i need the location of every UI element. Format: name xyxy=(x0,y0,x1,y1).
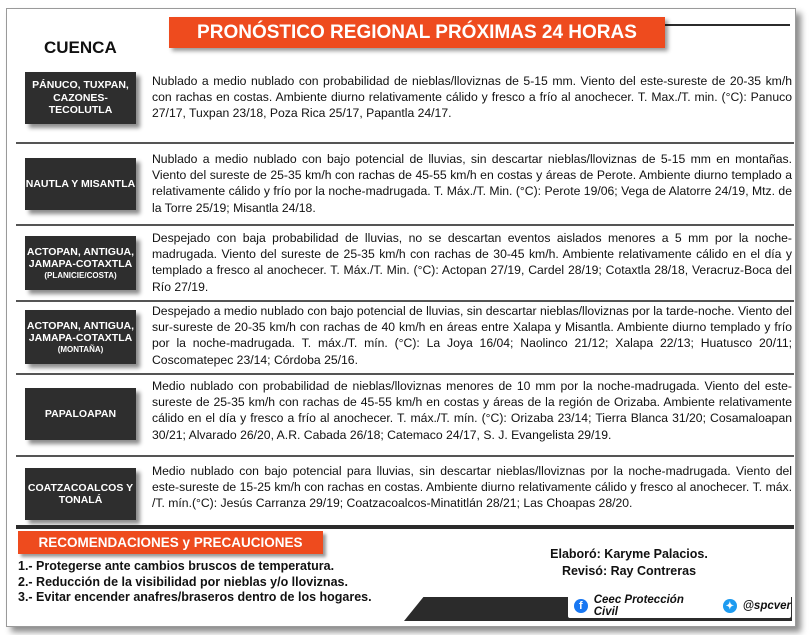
region-label-actopan-planicie xyxy=(25,236,136,290)
page-title: PRONÓSTICO REGIONAL PRÓXIMAS 24 HORAS xyxy=(169,17,665,48)
divider xyxy=(16,300,794,302)
reviewed-by: Revisó: Ray Contreras xyxy=(561,564,697,578)
region-subname: (PLANICIE/COSTA) xyxy=(44,270,117,280)
facebook-handle[interactable]: Ceec Protección Civil xyxy=(593,594,684,618)
region-label-panuco xyxy=(25,72,136,124)
region-label-actopan-montana xyxy=(25,310,136,364)
recommendations-list xyxy=(18,559,372,606)
recommendation-item: 1.- Protegerse ante cambios bruscos de temperatura. xyxy=(18,559,335,573)
facebook-icon[interactable]: f xyxy=(574,599,588,613)
region-name: PAPALOAPAN xyxy=(44,407,117,420)
region-label-nautla xyxy=(25,158,136,210)
footer-divider xyxy=(16,525,794,529)
social-links xyxy=(568,594,791,618)
region-label-coatzacoalcos xyxy=(25,468,136,520)
region-forecast-nautla: Nublado a medio nublado con bajo potencial de lluvias, sin descartar nieblas/lloviznas de 5-15 mm en montañas. Viento del sureste de 25-35 km/h con rachas de 45-55 km/h en costas y áreas de Perote. Ambiente diurno templado a relativamente cálido y frío por la noche-madrugada. T. Máx./T. Min. (°C): Perote 19/06; Vega de Alatorre 24/19, Mtz. de la Torre 25/19; Misantla 24/18. xyxy=(152,152,792,215)
region-name: ACTOPAN, ANTIGUA, JAMAPA-COTAXTLA xyxy=(26,319,135,344)
region-forecast-actopan-montana: Despejado a medio nublado con bajo potencial de lluvias, sin descartar nieblas/lloviznas por la tarde-noche. Viento del sur-sureste de 20-35 km/h con rachas de 40 km/h en áreas entre Xalapa y Misantla. Ambiente diurno templado y frío por la noche-madrugada. T. máx./T. mín. (°C): La Joya 16/04; Naolinco 21/12; Xalapa 22/13; Huatusco 20/11; Coscomatepec 23/14; Córdoba 25/16. xyxy=(152,304,792,367)
credits xyxy=(514,546,744,580)
recommendations-title: RECOMENDACIONES y PRECAUCIONES xyxy=(18,531,323,554)
title-underline xyxy=(660,24,790,26)
recommendation-item: 2.- Reducción de la visibilidad por nieblas y/o lloviznas. xyxy=(18,574,348,589)
twitter-icon[interactable]: ✦ xyxy=(723,599,737,613)
section-heading: CUENCA xyxy=(44,38,117,57)
region-forecast-actopan-planicie: Despejado con baja probabilidad de lluvias, no se descartan eventos aislados menores a 5 mm por la noche-madrugada. Viento del sureste de 25-35 km/h con rachas de 30-45 km/h. Ambiente relativamente cálido en el día y templado a fresco al anochecer. T. Máx./T. Min. (°C): Actopan 27/19, Cardel 28/19; Cotaxtla 28/18, Veracruz-Boca del Río 27/19. xyxy=(152,231,792,294)
divider xyxy=(16,455,794,457)
region-name: COATZACOALCOS Y TONALÁ xyxy=(27,481,134,506)
divider xyxy=(16,142,794,144)
divider xyxy=(16,373,794,375)
made-by: Elaboró: Karyme Palacios. xyxy=(550,547,708,561)
twitter-handle[interactable]: @spcver xyxy=(742,600,791,612)
region-label-papaloapan xyxy=(25,388,136,440)
region-forecast-coatzacoalcos: Medio nublado con bajo potencial para lluvias, sin descartar nieblas/lloviznas por la noche-madrugada. Viento del este-sureste de 15-25 km/h con rachas en costas. Ambiente diurno relativamente cálido y fresco al anochecer. T. máx. /T. mín.(°C): Jesús Carranza 29/19; Coatzacoalcos-Minatitlán 28/21; Las Choapas 28/20. xyxy=(152,464,792,511)
divider xyxy=(16,224,794,226)
region-forecast-papaloapan: Medio nublado con probabilidad de nieblas/lloviznas menores de 10 mm por la noche-madrugada. Viento del este-sureste de 25-35 km/h con rachas de 45-55 km/h en costas y áreas de la región de Orizaba. Ambiente relativamente cálido en el día y fresco a frío al anochecer. T. máx./T. mín. (°C): Orizaba 23/14; Tierra Blanca 31/20; Cosamaloapan 30/21; Alvarado 26/20, A.R. Cabada 26/18; Catemaco 24/17, S. J. Evangelista 29/19. xyxy=(152,379,792,442)
region-forecast-panuco: Nublado a medio nublado con probabilidad de nieblas/lloviznas de 5-15 mm. Viento del este-sureste de 20-35 km/h con rachas en costas. Ambiente diurno relativamente cálido y fresco a frío al anochecer. T. Max./T. min. (°C): Panuco 27/17, Tuxpan 23/18, Poza Rica 25/17, Papantla 24/17. xyxy=(152,74,792,121)
recommendation-item: 3.- Evitar encender anafres/braseros dentro de los hogares. xyxy=(18,590,372,604)
region-name: PÁNUCO, TUXPAN, CAZONES-TECOLUTLA xyxy=(32,79,129,117)
region-name: NAUTLA Y MISANTLA xyxy=(25,177,136,190)
region-name: ACTOPAN, ANTIGUA, JAMAPA-COTAXTLA xyxy=(26,245,135,270)
region-subname: (MONTAÑA) xyxy=(57,344,104,354)
